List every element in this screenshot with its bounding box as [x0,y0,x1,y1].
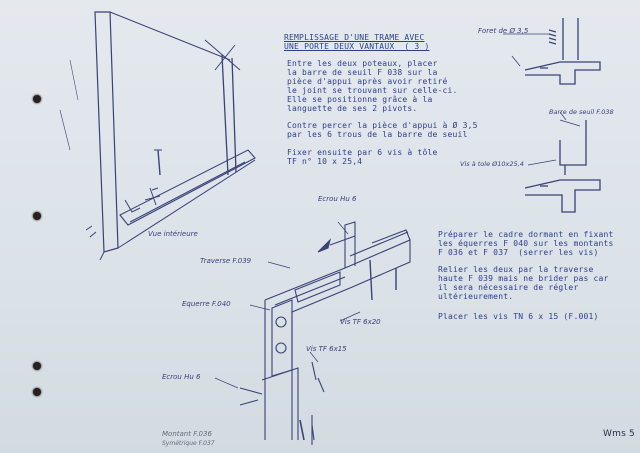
interior-view-sketch [60,12,255,260]
section-title-line2: UNE PORTE DEUX VANTAUX ( 3 ) [284,42,430,51]
label-ecrou-top: Ecrou Hu 6 [318,195,357,203]
section-detail-bottom [525,120,600,212]
instruction-line: Relier les deux par la traverse [438,265,594,274]
instruction-line: Fixer ensuite par 6 vis à tôle [287,148,438,157]
instruction-line: TF n° 10 x 25,4 [287,157,363,166]
instruction-line: Contre percer la pièce d'appui à Ø 3,5 [287,121,478,130]
instruction-line: il sera nécessaire de régler [438,283,579,292]
instruction-line: par les 6 trous de la barre de seuil [287,130,468,139]
instruction-line: les équerres F 040 sur les montants [438,239,614,248]
label-symetrique: Symétrique F.037 [162,440,215,447]
instruction-line: F 036 et F 037 (serrer les vis) [438,248,599,257]
label-ecrou-bottom: Ecrou Hu 6 [162,373,201,381]
instruction-line: ultérieurement. [438,292,514,301]
section-title-line1: REMPLISSAGE D'UNE TRAME AVEC [284,33,425,42]
label-traverse: Traverse F.039 [200,257,252,265]
label-vis-tf-20: Vis TF 6x20 [340,318,381,326]
label-vis-tole: Vis à tole Ø10x25,4 [460,160,524,168]
label-vis-tf-15: Vis TF 6x15 [306,345,347,353]
instruction-line: le joint se trouvant sur celle-ci. [287,86,458,95]
label-barre-seuil: Barre de seuil F.038 [549,108,614,116]
instruction-line: Elle se positionne grâce à la [287,95,433,104]
instruction-line: languette de ses 2 pivots. [287,104,418,113]
page-reference: Wms 5 [603,429,635,439]
instruction-line: Placer les vis TN 6 x 15 (F.001) [438,312,599,321]
label-vue-interieure: Vue intérieure [148,230,198,238]
label-montant: Montant F.036 [162,430,212,438]
instruction-line: la barre de seuil F 038 sur la [287,68,438,77]
label-foret: Foret de Ø 3,5 [478,27,529,35]
instruction-line: haute F 039 mais ne brider pas car [438,274,609,283]
label-equerre: Equerre F.040 [182,300,231,308]
instruction-line: Préparer le cadre dormant en fixant [438,230,614,239]
instruction-line: Entre les deux poteaux, placer [287,59,438,68]
instruction-line: pièce d'appui après avoir retiré [287,77,448,86]
frame-assembly-exploded [240,222,410,445]
